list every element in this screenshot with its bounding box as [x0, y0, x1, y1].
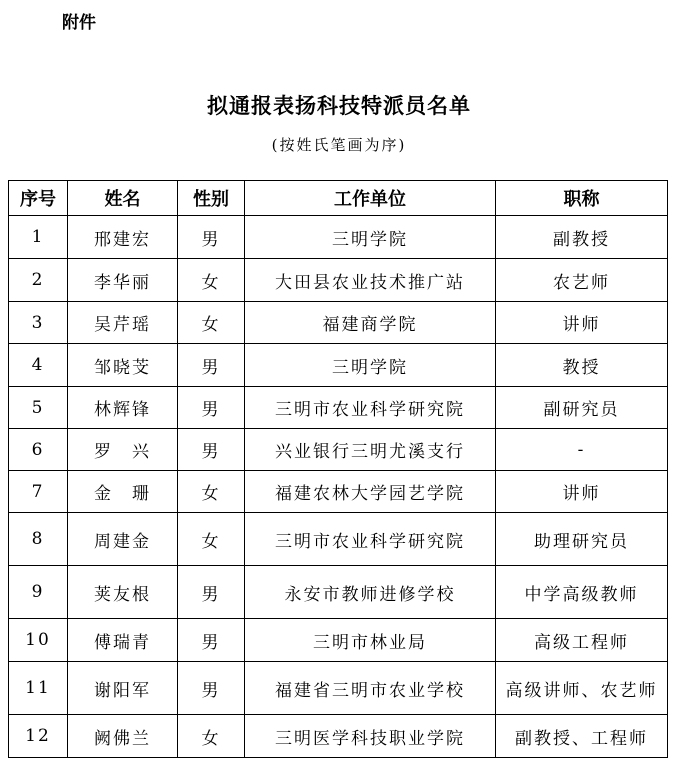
cell-unit: 福建农林大学园艺学院	[245, 471, 496, 513]
cell-name: 林辉锋	[68, 387, 178, 429]
cell-no: 6	[9, 429, 68, 471]
table-row	[9, 387, 668, 429]
column-header-name: 姓名	[68, 181, 178, 216]
cell-title: -	[496, 429, 668, 471]
cell-unit: 福建商学院	[245, 302, 496, 344]
cell-title: 中学高级教师	[496, 566, 668, 619]
cell-no: 12	[9, 715, 68, 758]
column-header-no: 序号	[9, 181, 68, 216]
cell-unit: 福建省三明市农业学校	[245, 662, 496, 715]
cell-unit: 三明学院	[245, 216, 496, 259]
table-row	[9, 619, 668, 662]
cell-title: 讲师	[496, 471, 668, 513]
cell-title: 助理研究员	[496, 513, 668, 566]
cell-no: 7	[9, 471, 68, 513]
table-row	[9, 429, 668, 471]
cell-unit: 兴业银行三明尤溪支行	[245, 429, 496, 471]
cell-name: 周建金	[68, 513, 178, 566]
cell-unit: 三明市农业科学研究院	[245, 387, 496, 429]
table-row	[9, 344, 668, 387]
cell-title: 高级工程师	[496, 619, 668, 662]
column-header-gender: 性别	[178, 181, 245, 216]
cell-gender: 男	[178, 566, 245, 619]
cell-no: 8	[9, 513, 68, 566]
roster-table	[8, 180, 668, 758]
cell-gender: 男	[178, 216, 245, 259]
table-row	[9, 662, 668, 715]
cell-gender: 女	[178, 471, 245, 513]
cell-title: 副教授、工程师	[496, 715, 668, 758]
cell-no: 1	[9, 216, 68, 259]
cell-title: 教授	[496, 344, 668, 387]
cell-gender: 女	[178, 513, 245, 566]
cell-unit: 三明学院	[245, 344, 496, 387]
cell-name: 谢阳军	[68, 662, 178, 715]
cell-title: 副研究员	[496, 387, 668, 429]
cell-name: 李华丽	[68, 259, 178, 302]
attachment-label: 附件	[62, 13, 96, 33]
cell-no: 4	[9, 344, 68, 387]
cell-no: 2	[9, 259, 68, 302]
cell-unit: 永安市教师进修学校	[245, 566, 496, 619]
cell-gender: 女	[178, 259, 245, 302]
column-header-title: 职称	[496, 181, 668, 216]
page-title: 拟通报表扬科技特派员名单	[207, 94, 471, 118]
table-row	[9, 216, 668, 259]
cell-name: 金 珊	[68, 471, 178, 513]
cell-name: 阙佛兰	[68, 715, 178, 758]
cell-gender: 男	[178, 429, 245, 471]
cell-title: 农艺师	[496, 259, 668, 302]
cell-name: 吴芹瑶	[68, 302, 178, 344]
cell-no: 11	[9, 662, 68, 715]
cell-name: 荚友根	[68, 566, 178, 619]
cell-name: 邹晓芠	[68, 344, 178, 387]
cell-name: 傅瑞青	[68, 619, 178, 662]
column-header-unit: 工作单位	[245, 181, 496, 216]
cell-no: 5	[9, 387, 68, 429]
page-subtitle: (按姓氏笔画为序)	[271, 136, 407, 154]
cell-gender: 女	[178, 302, 245, 344]
cell-gender: 女	[178, 715, 245, 758]
cell-no: 9	[9, 566, 68, 619]
cell-unit: 三明医学科技职业学院	[245, 715, 496, 758]
cell-gender: 男	[178, 344, 245, 387]
cell-no: 3	[9, 302, 68, 344]
cell-title: 高级讲师、农艺师	[496, 662, 668, 715]
cell-gender: 男	[178, 387, 245, 429]
cell-gender: 男	[178, 662, 245, 715]
cell-name: 罗 兴	[68, 429, 178, 471]
table-row	[9, 715, 668, 758]
table-header-row	[9, 181, 668, 216]
cell-title: 副教授	[496, 216, 668, 259]
table-row	[9, 566, 668, 619]
cell-unit: 大田县农业技术推广站	[245, 259, 496, 302]
table-row	[9, 471, 668, 513]
table-row	[9, 259, 668, 302]
table-row	[9, 513, 668, 566]
table-row	[9, 302, 668, 344]
table-body	[9, 216, 668, 758]
cell-no: 10	[9, 619, 68, 662]
cell-title: 讲师	[496, 302, 668, 344]
cell-name: 邢建宏	[68, 216, 178, 259]
cell-unit: 三明市农业科学研究院	[245, 513, 496, 566]
cell-gender: 男	[178, 619, 245, 662]
cell-unit: 三明市林业局	[245, 619, 496, 662]
